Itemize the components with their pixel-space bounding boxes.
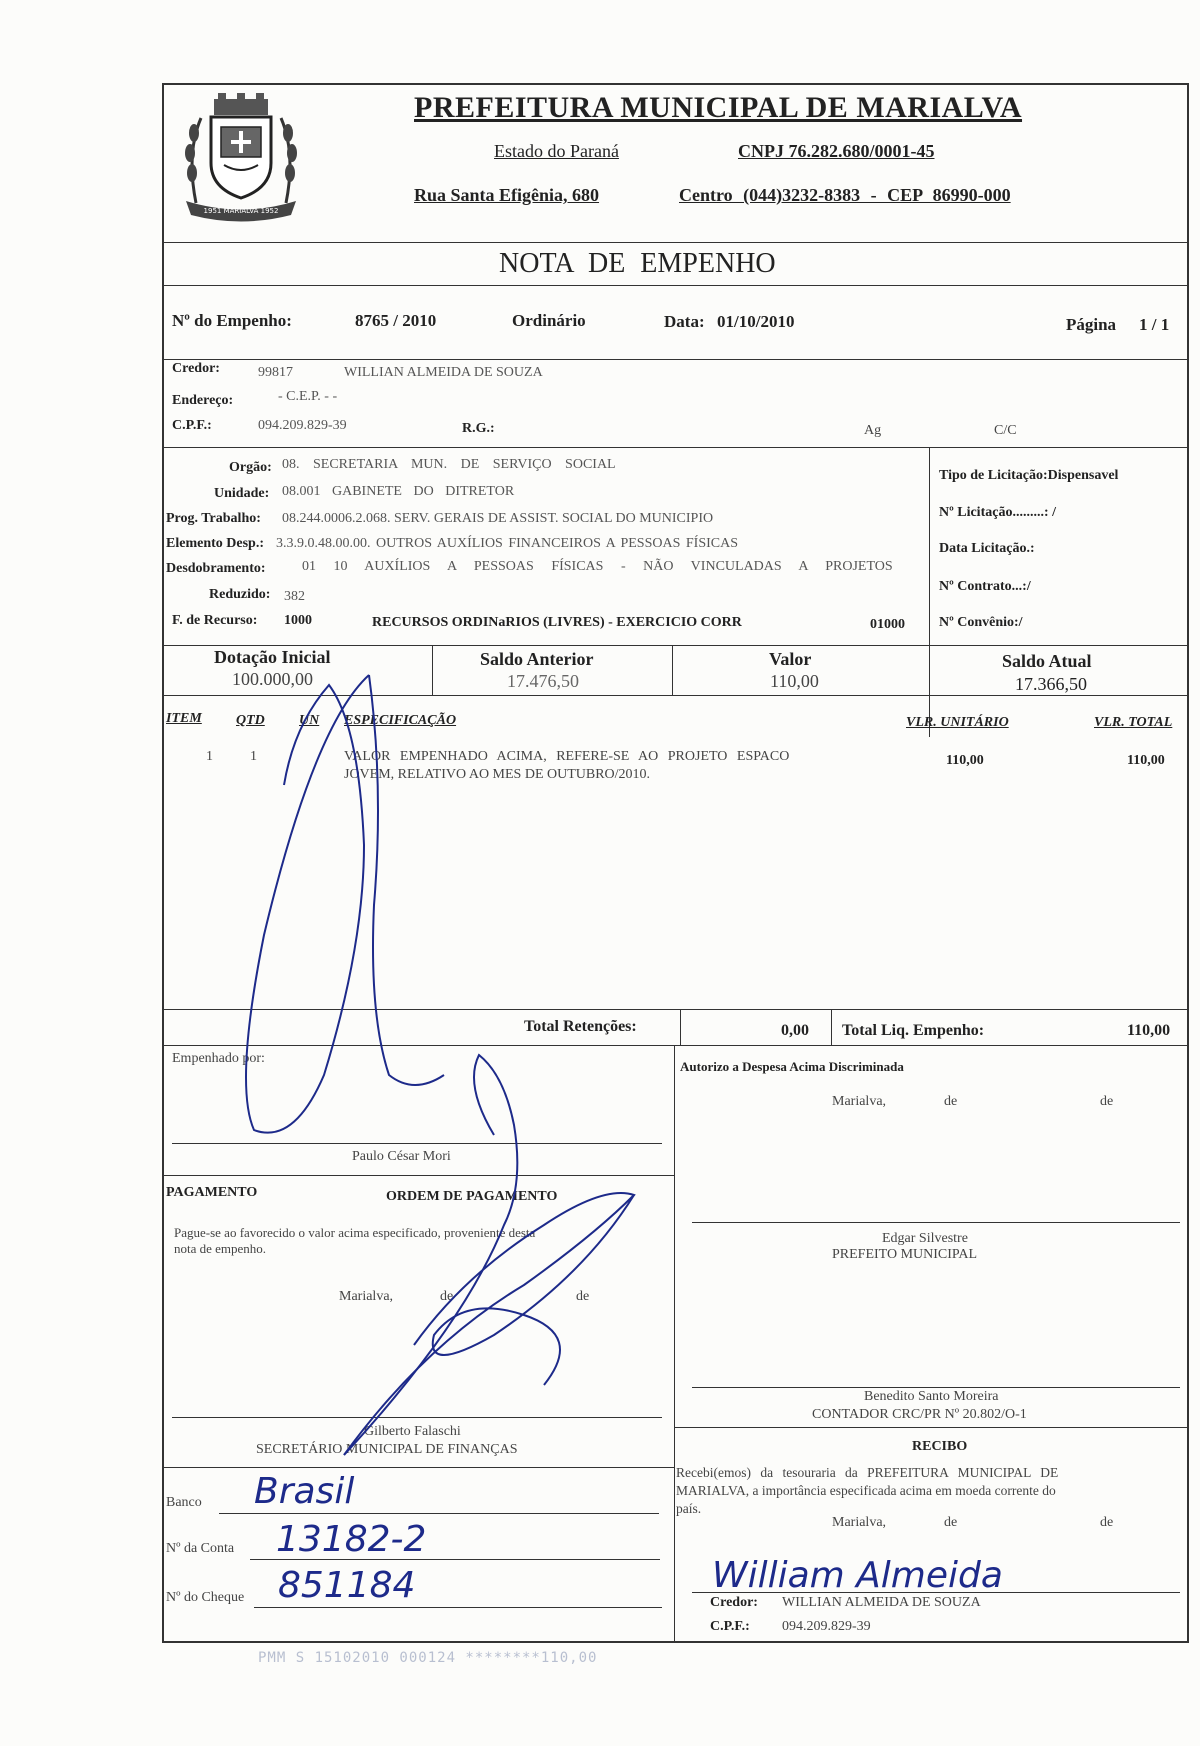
contador-role: CONTADOR CRC/PR Nº 20.802/O-1 (812, 1407, 1027, 1422)
svg-text:1951 MARIALVA 1952: 1951 MARIALVA 1952 (203, 207, 279, 215)
col-item: ITEM (166, 711, 202, 726)
data-licitacao: Data Licitação.: (939, 541, 1035, 556)
state-name: Estado do Paraná (494, 141, 619, 161)
saldo-anterior-value: 17.476,50 (507, 671, 579, 691)
saldo-anterior-label: Saldo Anterior (480, 649, 594, 669)
recurso-code-2: 01000 (870, 617, 905, 632)
footer-mechanical-stamp: PMM S 15102010 000124 ********110,00 (258, 1650, 598, 1666)
prefeito-role: PREFEITO MUNICIPAL (832, 1247, 978, 1262)
pen-signature-strokes (164, 85, 1191, 1645)
reduzido-label: Reduzido: (209, 587, 271, 602)
saldo-atual-value: 17.366,50 (1015, 674, 1087, 694)
item-total-value: 110,00 (1127, 753, 1165, 768)
recibo-de-1: de (944, 1515, 958, 1530)
nota-de-empenho-form (162, 83, 1189, 1643)
col-vlr-unitario: VLR. UNITÁRIO (906, 715, 1009, 730)
total-liquido-value: 110,00 (1127, 1022, 1171, 1039)
autorizo-de-2: de (1100, 1094, 1114, 1109)
reduzido-value: 382 (284, 589, 305, 604)
saldo-atual-label: Saldo Atual (1002, 651, 1092, 671)
prog-trabalho-value: 08.244.0006.2.068. SERV. GERAIS DE ASSIST. SOCIAL DO MUNICIPIO (282, 511, 714, 526)
recibo-credor-name: WILLIAN ALMEIDA DE SOUZA (782, 1595, 981, 1610)
ordem-pagamento-label: ORDEM DE PAGAMENTO (386, 1189, 558, 1204)
conta-label: Nº da Conta (166, 1541, 235, 1556)
recurso-code: 1000 (284, 613, 312, 628)
item-description-line-1: VALOR EMPENHADO ACIMA, REFERE-SE AO PROJETO ESPACO (344, 749, 790, 764)
cheque-value: 851184 (278, 1565, 416, 1606)
autorizo-label: Autorizo a Despesa Acima Discriminada (680, 1059, 904, 1074)
unidade-label: Unidade: (214, 486, 270, 501)
numero-contrato: Nº Contrato...:/ (939, 579, 1031, 594)
creditor-label: Credor: (172, 361, 220, 376)
recurso-label: F. de Recurso: (172, 613, 258, 628)
valor-label: Valor (769, 649, 812, 669)
cheque-label: Nº do Cheque (166, 1590, 245, 1605)
item-unit-value: 110,00 (946, 753, 984, 768)
tipo-licitacao: Tipo de Licitação:Dispensavel (939, 468, 1119, 483)
recibo-text-line-2: MARIALVA, a importância especificada acima em moeda corrente do (676, 1483, 1056, 1498)
cc-label: C/C (994, 423, 1017, 438)
ag-label: Ag (864, 423, 882, 438)
col-un: UN (299, 713, 320, 728)
pagamento-de-1: de (440, 1289, 454, 1304)
empenho-type: Ordinário (512, 311, 586, 330)
page-label: Página (1066, 315, 1117, 334)
recurso-name: RECURSOS ORDINaRIOS (LIVRES) - EXERCICIO CORR (372, 615, 742, 630)
item-number: 1 (206, 749, 213, 764)
creditor-signature: William Almeida (712, 1555, 1003, 1596)
elemento-despesa-label: Elemento Desp.: (166, 536, 264, 551)
recibo-cpf-label: C.P.F.: (710, 1619, 750, 1634)
cnpj: CNPJ 76.282.680/0001-45 (738, 141, 935, 161)
total-liquido-label: Total Liq. Empenho: (842, 1022, 985, 1039)
pagamento-label: PAGAMENTO (166, 1185, 258, 1200)
prefeito-name: Edgar Silvestre (882, 1231, 968, 1246)
pagamento-de-2: de (576, 1289, 590, 1304)
desdobramento-label: Desdobramento: (166, 561, 266, 576)
desdobramento-value: 01 10 AUXÍLIOS A PESSOAS FÍSICAS - NÃO VINCULADAS A PROJETOS (302, 559, 893, 574)
recibo-de-2: de (1100, 1515, 1114, 1530)
total-retencoes-label: Total Retenções: (524, 1018, 637, 1035)
secretario-name: Gilberto Falaschi (364, 1424, 461, 1439)
recibo-text-line-1: Recebi(emos) da tesouraria da PREFEITURA MUNICIPAL DE (676, 1465, 1059, 1480)
creditor-address: - C.E.P. - - (278, 389, 338, 404)
elemento-despesa-value: 3.3.9.0.48.00.00. OUTROS AUXÍLIOS FINANCEIROS A PESSOAS FÍSICAS (276, 536, 739, 551)
valor-value: 110,00 (770, 671, 819, 691)
item-description-line-2: JOVEM, RELATIVO AO MES DE OUTUBRO/2010. (344, 767, 651, 782)
address-label: Endereço: (172, 393, 234, 408)
district-phone-cep: Centro (044)3232-8383 - CEP 86990-000 (679, 185, 1011, 205)
orgao-value: 08. SECRETARIA MUN. DE SERVIÇO SOCIAL (282, 457, 616, 472)
banco-label: Banco (166, 1495, 202, 1510)
unidade-value: 08.001 GABINETE DO DITRETOR (282, 484, 515, 499)
empenho-number: 8765 / 2010 (355, 311, 437, 330)
prog-trabalho-label: Prog. Trabalho: (166, 511, 261, 526)
pagamento-text-line-2: nota de empenho. (174, 1241, 267, 1256)
empenho-date: 01/10/2010 (717, 312, 795, 331)
recibo-credor-label: Credor: (710, 1595, 758, 1610)
autorizo-de-1: de (944, 1094, 958, 1109)
orgao-label: Orgão: (229, 460, 272, 475)
dotacao-inicial-label: Dotação Inicial (214, 647, 331, 667)
empenho-number-label: Nº do Empenho: (172, 311, 292, 330)
creditor-code: 99817 (258, 365, 293, 380)
numero-licitacao: Nº Licitação.........: / (939, 505, 1056, 520)
autorizo-city: Marialva, (832, 1094, 887, 1109)
recibo-cpf-value: 094.209.829-39 (782, 1619, 871, 1634)
conta-value: 13182-2 (276, 1519, 427, 1560)
municipality-title: PREFEITURA MUNICIPAL DE MARIALVA (414, 91, 1023, 124)
street-address: Rua Santa Efigênia, 680 (414, 185, 600, 205)
pagamento-text-line-1: Pague-se ao favorecido o valor acima especificado, proveniente desta (174, 1225, 536, 1240)
secretario-role: SECRETÁRIO MUNICIPAL DE FINANÇAS (256, 1442, 518, 1457)
col-especificacao: ESPECIFICAÇÃO (344, 713, 457, 728)
col-qtd: QTD (236, 713, 265, 728)
numero-convenio: Nº Convênio:/ (939, 615, 1023, 630)
col-vlr-total: VLR. TOTAL (1094, 715, 1173, 730)
empenhado-por-name: Paulo César Mori (352, 1149, 451, 1164)
dotacao-inicial-value: 100.000,00 (232, 669, 313, 689)
recibo-city: Marialva, (832, 1515, 887, 1530)
creditor-name: WILLIAN ALMEIDA DE SOUZA (344, 365, 543, 380)
cpf-label: C.P.F.: (172, 418, 212, 433)
document-title: NOTA DE EMPENHO (499, 248, 776, 279)
empenhado-por-label: Empenhado por: (172, 1051, 265, 1066)
page-number: 1 / 1 (1139, 315, 1170, 334)
pagamento-city: Marialva, (339, 1289, 394, 1304)
recibo-text-line-3: país. (676, 1501, 702, 1516)
empenho-date-label: Data: (664, 312, 705, 331)
total-retencoes-value: 0,00 (781, 1022, 809, 1039)
creditor-cpf: 094.209.829-39 (258, 418, 347, 433)
rg-label: R.G.: (462, 421, 495, 436)
recibo-title: RECIBO (912, 1439, 968, 1454)
contador-name: Benedito Santo Moreira (864, 1389, 999, 1404)
item-qtd: 1 (250, 749, 257, 764)
banco-value: Brasil (254, 1471, 355, 1512)
